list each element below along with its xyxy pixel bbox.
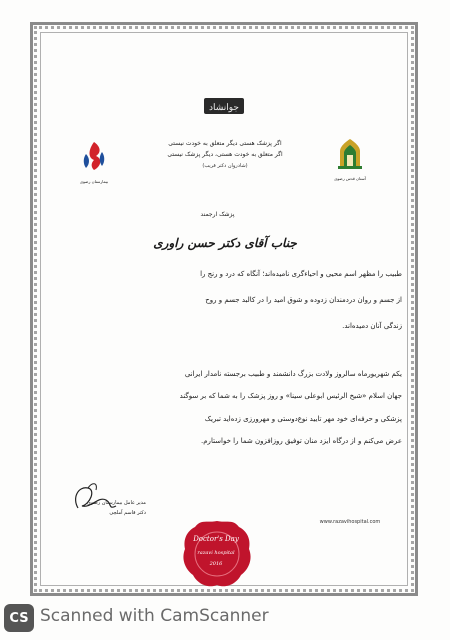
logo-text: جوانشاد — [209, 103, 239, 113]
body-line: جهان اسلام «شیخ الرئیس ابوعلی سینا» و روز پزشک را به شما که بر سوگند — [179, 392, 402, 400]
recipient-name: جناب آقای دکتر حسن راوری — [153, 236, 297, 250]
astan-quds-logo-icon — [336, 137, 364, 171]
signature-name: دکتر قاسم آملچی — [109, 510, 146, 516]
left-logo-caption: بیمارستان رضوی — [79, 179, 109, 184]
body-line: عرض می‌کنم و از درگاه ایزد منان توفیق روزافزون شما را خواستارم. — [201, 437, 402, 445]
body-line: یکم شهریورماه سالروز ولادت بزرگ دانشمند و طبیب برجسته نامدار ایرانی — [184, 370, 402, 378]
website-url: www.razavihospital.com — [319, 519, 381, 525]
camscanner-logo-icon: CS — [4, 604, 34, 632]
signature-title: مدیر عامل بیمارستان رضوی — [87, 500, 146, 506]
scanner-watermark: Scanned with CamScanner — [40, 606, 269, 626]
body-line: از جسم و روان دردمندان زدوده و شوق امید را در کالبد جسم و روح — [205, 296, 402, 304]
body-line: طبیب را مظهر اسم محیی و احیاء‌گری نامیده‌اند؛ آنگاه که درد و رنج را — [200, 270, 402, 278]
right-logo-caption: آستان قدس رضوی — [334, 176, 366, 181]
seal-text: razavi hospital — [197, 550, 235, 556]
poem-line-2: اگر متعلق به خودت هستی، دیگر پزشک نیستی — [167, 151, 283, 158]
seal-year: 2016 — [209, 561, 223, 567]
calligraphy-logo — [203, 95, 245, 117]
poem-line-1: اگر پزشک هستی دیگر متعلق به خودت نیستی — [168, 140, 282, 147]
body-line: پزشکی و حرفه‌ای خود مهر تایید نوع‌دوستی و مهرورزی زده‌اید تبریک — [204, 415, 402, 423]
razavi-hospital-logo-icon — [80, 140, 108, 174]
seal-text: Doctor's Day — [193, 535, 239, 543]
body-line: زندگی آنان دمیده‌اند. — [342, 322, 402, 330]
poem-author: (شادروان دکتر قریب) — [202, 163, 248, 169]
salutation: پزشک ارجمند — [200, 211, 235, 218]
